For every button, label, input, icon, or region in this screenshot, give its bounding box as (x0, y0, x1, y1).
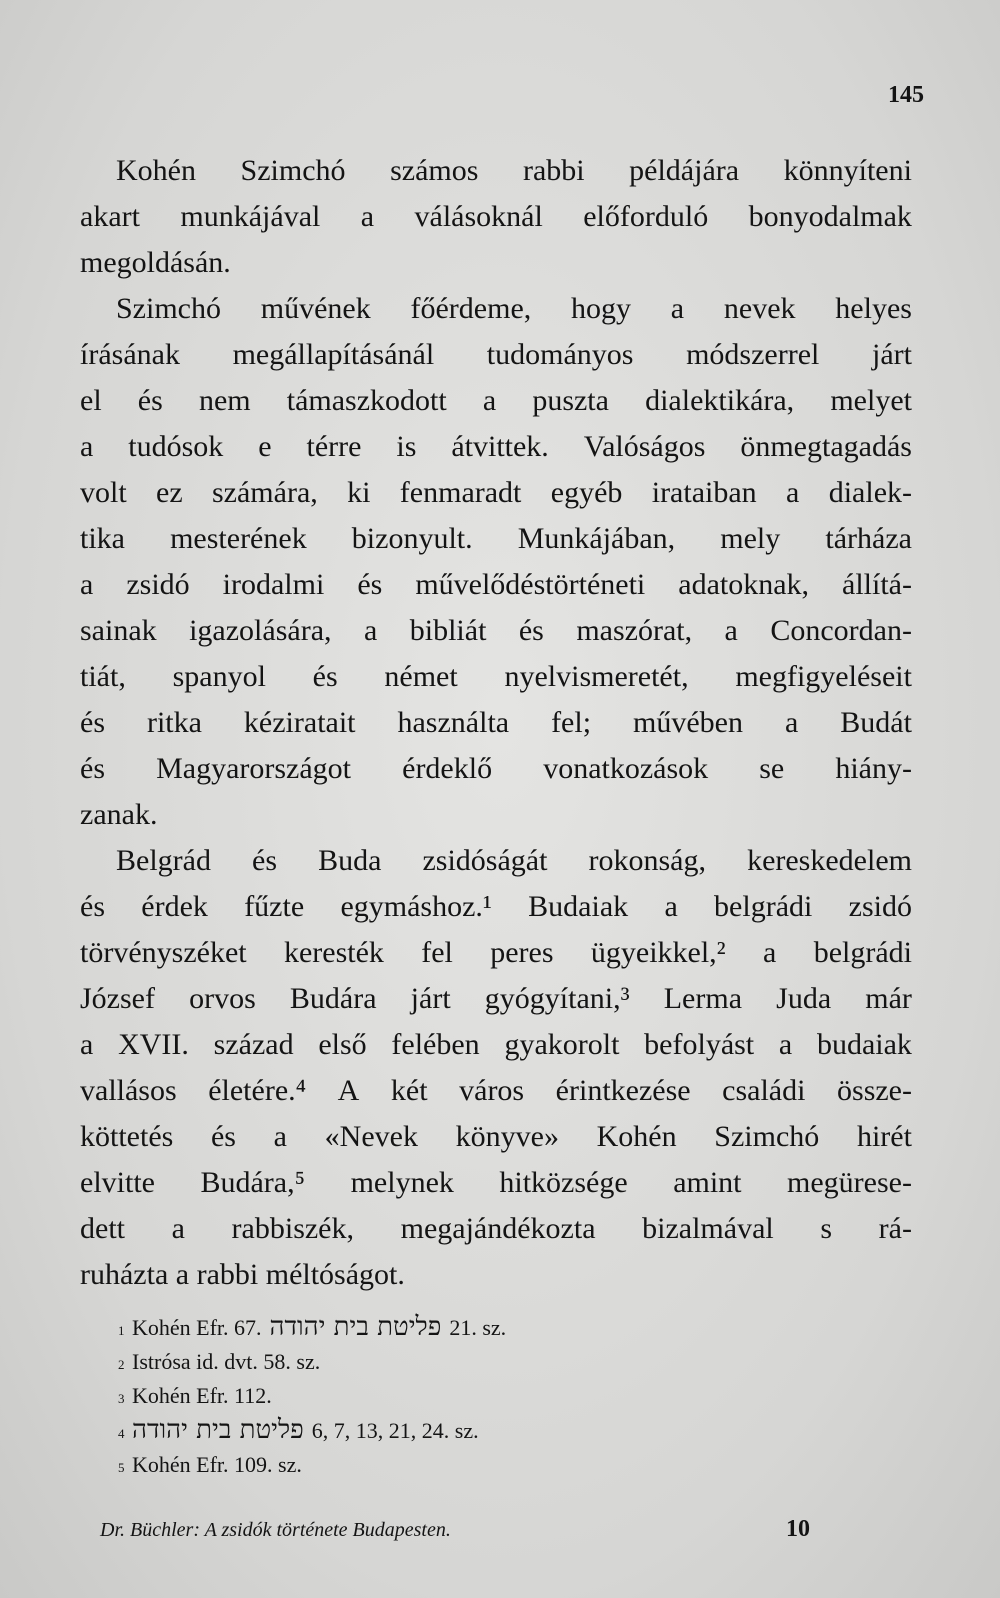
paragraph-1 (80, 148, 912, 286)
body-text (80, 148, 912, 1298)
paragraph-2 (80, 286, 912, 838)
running-head: Dr. Büchler: A zsidók története Budapesten. (100, 1519, 451, 1541)
text-line: tika mesterének bizonyult. Munkájában, mely tárháza (80, 522, 912, 555)
signature-mark: 10 (786, 1516, 810, 1542)
text-line: sainak igazolására, a bibliát és maszórat, a Concordan- (80, 614, 912, 647)
text-line: Belgrád és Buda zsidóságát rokonság, kereskedelem (116, 844, 912, 877)
text-line: megoldásán. (80, 246, 231, 279)
text-line: törvényszéket keresték fel peres ügyeikkel,² a belgrádi (80, 936, 912, 969)
text-line: József orvos Budára járt gyógyítani,³ Lerma Juda már (80, 982, 912, 1015)
text-line: a XVII. század első felében gyakorolt befolyást a budaiak (80, 1028, 912, 1061)
text-line: dett a rabbiszék, megajándékozta bizalmával s rá- (80, 1212, 912, 1245)
footnote: 3 Kohén Efr. 112. (118, 1379, 878, 1413)
text-line: akart munkájával a válásoknál előforduló bonyodalmak (80, 200, 912, 233)
footnote: 4 פליטת בית יהודה 6, 7, 13, 21, 24. sz. (118, 1413, 878, 1448)
text-line: el és nem támaszkodott a puszta dialektikára, melyet (80, 384, 912, 417)
page-footer (100, 1516, 810, 1543)
text-line: és ritka kéziratait használta fel; művében a Budát (80, 706, 912, 739)
footnote-hebrew-title: פליטת בית יהודה (269, 1312, 442, 1342)
text-line: a tudósok e térre is átvittek. Valóságos önmegtagadás (80, 430, 912, 463)
footnote-text: Kohén Efr. 112. (132, 1383, 272, 1408)
text-line: a zsidó irodalmi és művelődéstörténeti adatoknak, állítá- (80, 568, 912, 601)
paragraph-3 (80, 838, 912, 1298)
text-line: köttetés és a «Nevek könyve» Kohén Szimchó hirét (80, 1120, 912, 1153)
text-line: és Magyarországot érdeklő vonatkozások se hiány- (80, 752, 912, 785)
text-line: vallásos életére.⁴ A két város érintkezése családi össze- (80, 1074, 912, 1107)
footnote-text: Istrósa id. dvt. 58. sz. (132, 1349, 321, 1374)
text-line: tiát, spanyol és német nyelvismeretét, megfigyeléseit (80, 660, 912, 693)
footnote-text: Kohén Efr. 109. sz. (132, 1452, 302, 1477)
page-number: 145 (888, 82, 924, 108)
text-line: írásának megállapításánál tudományos módszerrel járt (80, 338, 912, 371)
text-line: ruházta a rabbi méltóságot. (80, 1258, 405, 1291)
text-line: zanak. (80, 798, 158, 831)
footnote-text: 21. sz. (449, 1315, 507, 1340)
footnote: 1 Kohén Efr. 67. פליטת בית יהודה 21. sz. (118, 1310, 878, 1345)
footnote-hebrew-title: פליטת בית יהודה (132, 1415, 304, 1445)
footnote: 2 Istrósa id. dvt. 58. sz. (118, 1345, 878, 1379)
footnote-text: 6, 7, 13, 21, 24. sz. (311, 1418, 479, 1443)
footnotes (118, 1310, 878, 1482)
text-line: elvitte Budára,⁵ melynek hitközsége amint megürese- (80, 1166, 912, 1199)
text-line: volt ez számára, ki fenmaradt egyéb irataiban a dialek- (80, 476, 912, 509)
text-line: Kohén Szimchó számos rabbi példájára könnyíteni (116, 154, 912, 187)
footnote-text: Kohén Efr. 67. (132, 1315, 262, 1340)
text-line: és érdek fűzte egymáshoz.¹ Budaiak a belgrádi zsidó (80, 890, 912, 923)
text-line: Szimchó művének főérdeme, hogy a nevek helyes (116, 292, 912, 325)
footnote: 5 Kohén Efr. 109. sz. (118, 1448, 878, 1482)
